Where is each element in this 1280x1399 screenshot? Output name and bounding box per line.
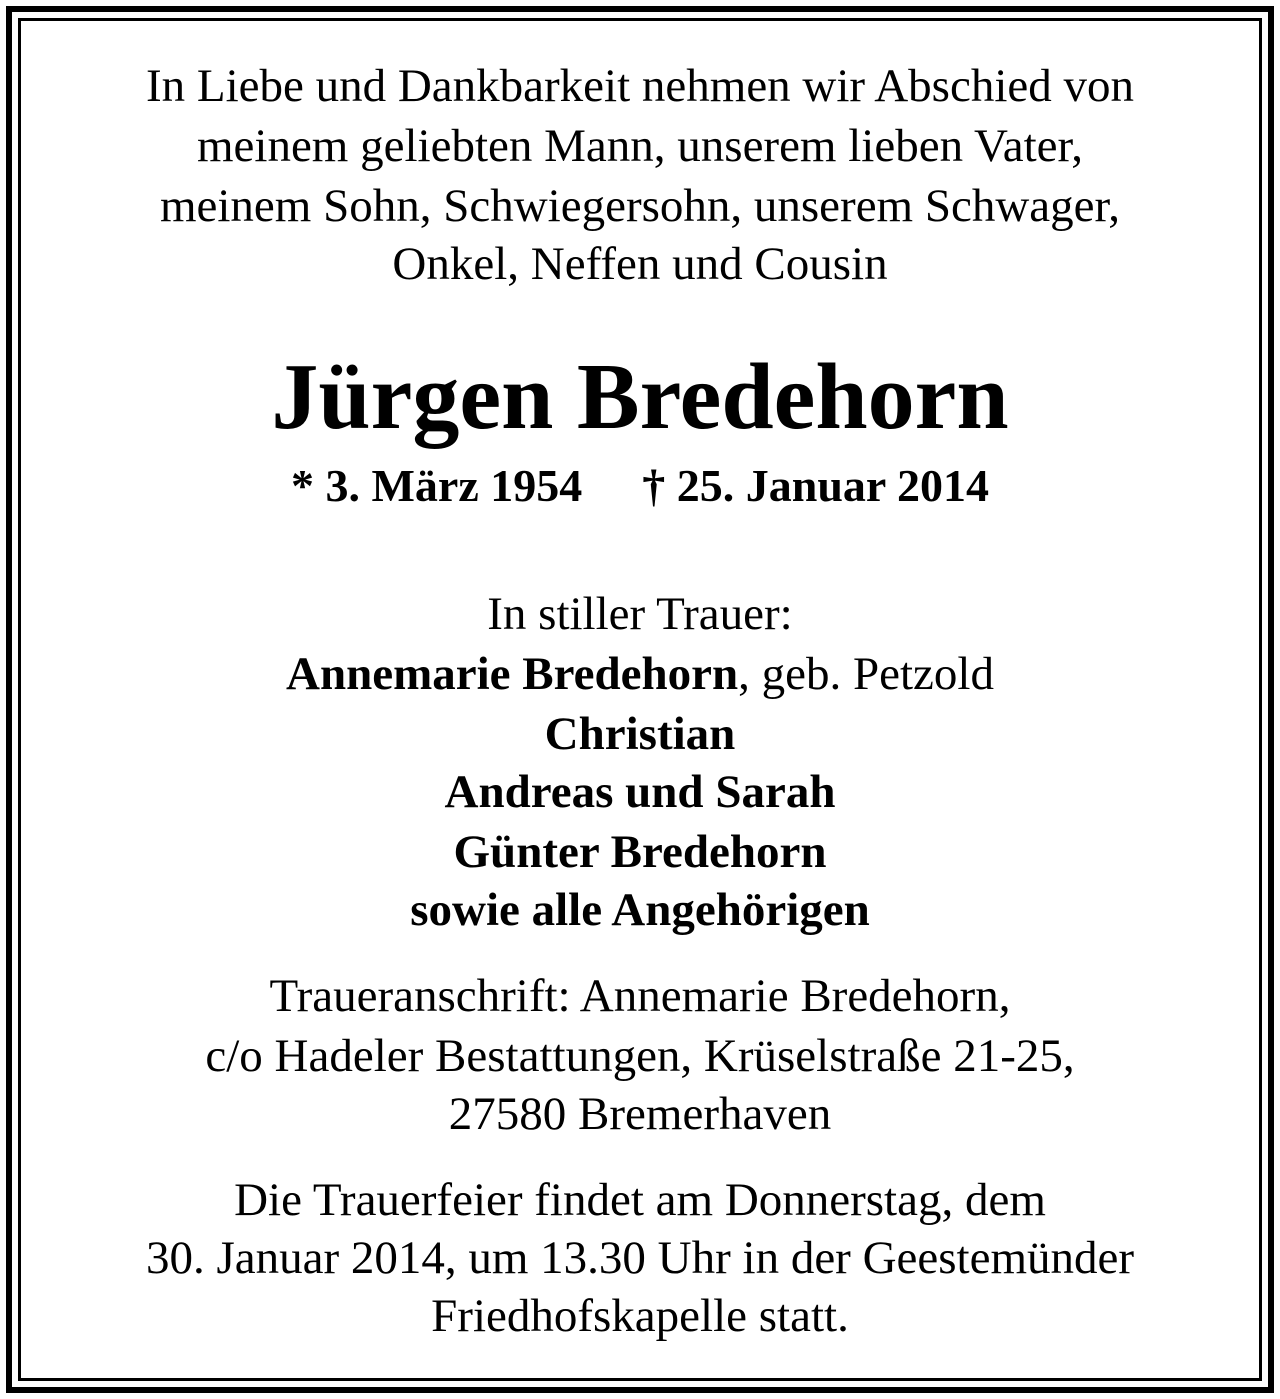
mourner-3: Andreas und Sarah [444,766,836,818]
ceremony-line-1: Die Trauerfeier findet am Donnerstag, dem [234,1174,1046,1226]
address-line-3: 27580 Bremerhaven [448,1088,832,1140]
mourner-wife [0,644,1280,704]
address-line-1: Traueranschrift: Annemarie Bredehorn, [269,970,1011,1022]
address-line-2: c/o Hadeler Bestattungen, Krüselstraße 21-25, [205,1030,1075,1082]
mourner-5: sowie alle Angehörigen [410,884,870,936]
intro-line-4: Onkel, Neffen und Cousin [392,238,888,290]
deceased-name: Jürgen Bredehorn [271,345,1009,449]
ceremony-line-3: Friedhofskapelle statt. [431,1290,849,1342]
intro-line-3: meinem Sohn, Schwiegersohn, unserem Schwager, [159,180,1121,232]
mourner-2: Christian [544,708,736,760]
mourner-4: Günter Bredehorn [453,826,827,878]
life-dates [0,456,1280,516]
mourner-wife-name: Annemarie Bredehorn [286,648,739,700]
mourner-wife-maiden: , geb. Petzold [738,648,994,700]
ceremony-line-2: 30. Januar 2014, um 13.30 Uhr in der Geestemünder [145,1232,1135,1284]
birth-date: * 3. März 1954 [290,460,583,511]
intro-line-1: In Liebe und Dankbarkeit nehmen wir Abschied von [145,60,1135,112]
intro-line-2: meinem geliebten Mann, unserem lieben Vater, [196,120,1084,172]
death-date: † 25. Januar 2014 [642,460,990,511]
mourners-heading: In stiller Trauer: [487,588,793,640]
